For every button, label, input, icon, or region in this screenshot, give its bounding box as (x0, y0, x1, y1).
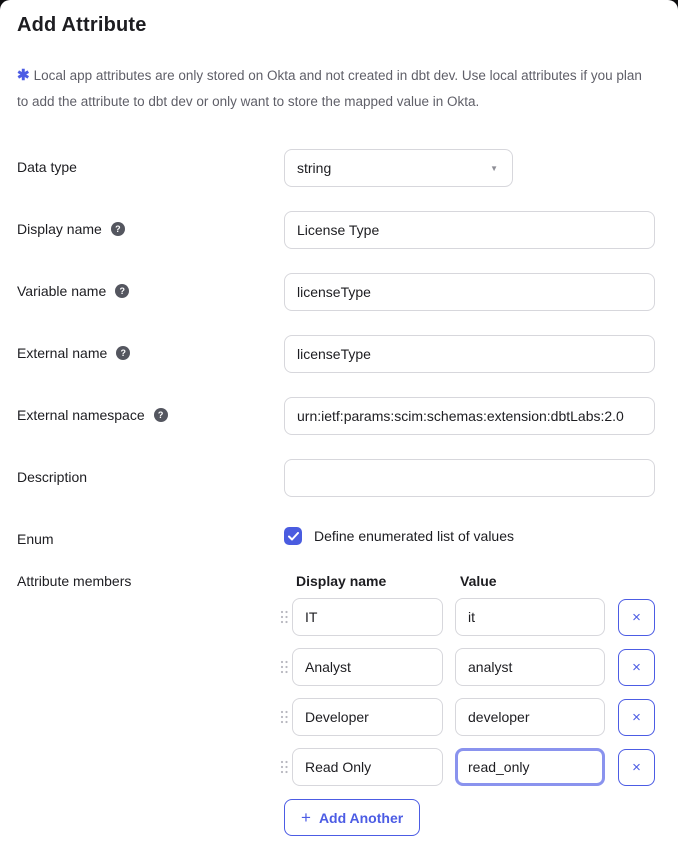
external-name-input[interactable] (284, 335, 655, 373)
description-row (17, 459, 660, 497)
drag-handle-icon[interactable] (280, 659, 292, 675)
member-row (280, 648, 660, 686)
external-name-label-text: External name (17, 345, 108, 361)
external-name-row (17, 335, 660, 373)
member-display-name-input[interactable] (292, 748, 443, 786)
display-name-label-text: Display name (17, 221, 102, 237)
drag-handle-icon[interactable] (280, 759, 292, 775)
description-label (17, 459, 284, 485)
description-input[interactable] (284, 459, 655, 497)
local-attribute-note (17, 63, 660, 115)
note-text: Local app attributes are only stored on Okta and not created in dbt dev. Use local attributes if you plan to add the attribute to dbt dev or only want to store the mapped value in Okta. (17, 68, 642, 109)
variable-name-label (17, 273, 284, 299)
data-type-select[interactable] (284, 149, 513, 187)
data-type-label-text: Data type (17, 159, 77, 175)
add-another-button[interactable] (284, 799, 420, 836)
variable-name-input[interactable] (284, 273, 655, 311)
enum-checkbox-label: Define enumerated list of values (314, 528, 514, 544)
member-display-name-input[interactable] (292, 698, 443, 736)
external-namespace-input[interactable] (284, 397, 655, 435)
variable-name-row (17, 273, 660, 311)
help-icon[interactable]: ? (115, 284, 129, 298)
close-icon: × (632, 608, 641, 626)
attribute-members-label-text: Attribute members (17, 573, 132, 589)
members-column-headers (280, 573, 660, 589)
page-title: Add Attribute (17, 14, 147, 36)
data-type-row (17, 149, 660, 187)
display-name-input[interactable] (284, 211, 655, 249)
attribute-members-label (17, 573, 284, 589)
checkmark-icon (288, 532, 299, 541)
remove-member-button[interactable] (618, 699, 655, 736)
help-icon[interactable]: ? (111, 222, 125, 236)
members-value-header: Value (460, 573, 497, 589)
external-namespace-label (17, 397, 284, 423)
attribute-members-row (17, 573, 660, 836)
enum-label-text: Enum (17, 531, 54, 547)
remove-member-button[interactable] (618, 649, 655, 686)
drag-handle-icon[interactable] (280, 709, 292, 725)
enum-checkbox[interactable] (284, 527, 302, 545)
member-value-input-focused[interactable] (455, 748, 605, 786)
add-another-label: Add Another (318, 809, 404, 826)
description-label-text: Description (17, 469, 88, 485)
close-icon: × (632, 758, 641, 776)
data-type-label (17, 149, 284, 175)
member-value-input[interactable] (455, 598, 605, 636)
remove-member-button[interactable] (618, 749, 655, 786)
member-value-input[interactable] (455, 698, 605, 736)
member-display-name-input[interactable] (292, 598, 443, 636)
enum-label (17, 521, 284, 547)
external-namespace-row (17, 397, 660, 435)
help-icon[interactable]: ? (154, 408, 168, 422)
chevron-down-icon: ▼ (490, 163, 498, 173)
member-display-name-input[interactable] (292, 648, 443, 686)
asterisk-icon: ✱ (17, 67, 30, 84)
display-name-row (17, 211, 660, 249)
help-icon[interactable]: ? (116, 346, 130, 360)
member-value-input[interactable] (455, 648, 605, 686)
members-display-name-header: Display name (296, 573, 387, 589)
data-type-selected-value: string (297, 160, 332, 176)
close-icon: × (632, 658, 641, 676)
display-name-label (17, 211, 284, 237)
remove-member-button[interactable] (618, 599, 655, 636)
close-icon: × (632, 708, 641, 726)
drag-handle-icon[interactable] (280, 609, 292, 625)
plus-icon: + (301, 808, 311, 827)
external-namespace-label-text: External namespace (17, 407, 145, 423)
member-row (280, 698, 660, 736)
member-row (280, 598, 660, 636)
external-name-label (17, 335, 284, 361)
enum-row (17, 521, 660, 547)
member-row (280, 748, 660, 786)
variable-name-label-text: Variable name (17, 283, 107, 299)
